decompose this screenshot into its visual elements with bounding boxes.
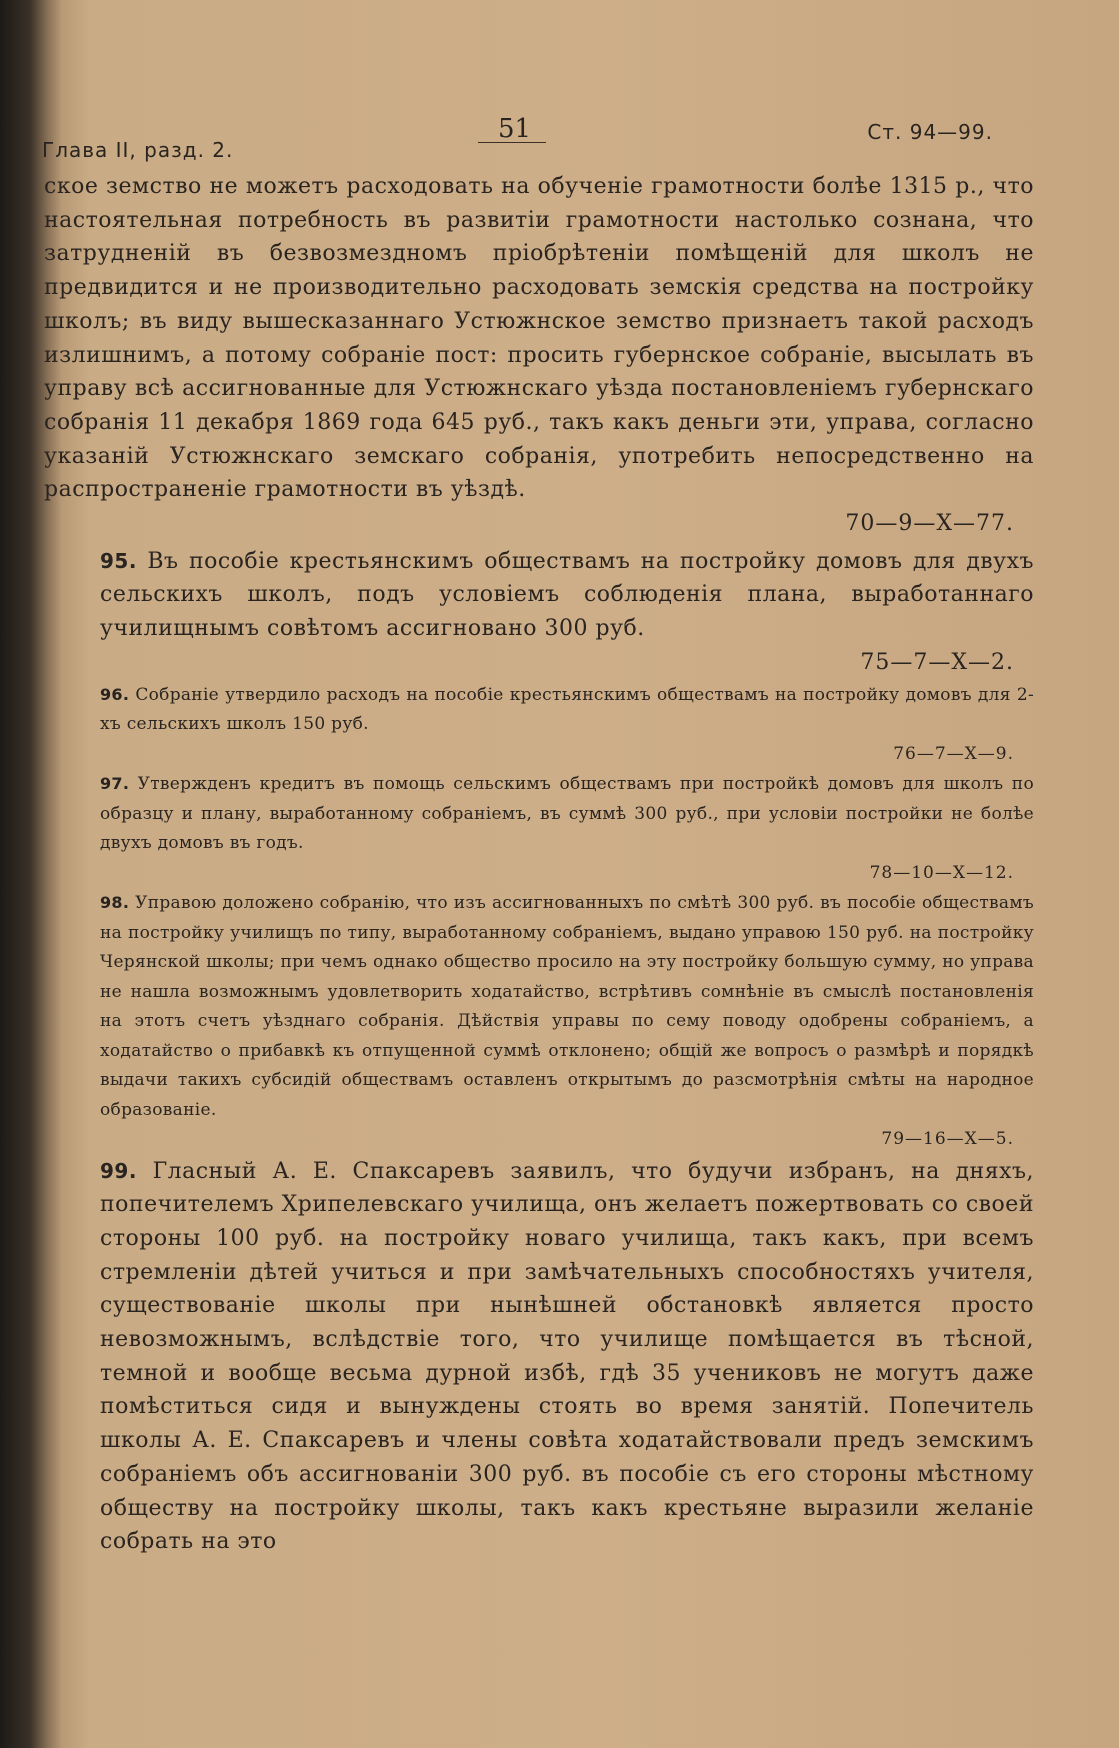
page-number: 51 bbox=[498, 114, 532, 144]
article-number: 96. bbox=[100, 684, 130, 704]
reference: 75—7—X—2. bbox=[860, 649, 1014, 675]
reference: 70—9—X—77. bbox=[845, 511, 1014, 537]
page-number-rule bbox=[478, 142, 546, 143]
article-number: 98. bbox=[100, 893, 130, 913]
article-number: 97. bbox=[100, 774, 130, 794]
continuation-text: ское земство не можетъ расходовать на обученіе грамотности болѣе 1315 р., что настоятельная потребность въ развитіи грамотности настолько сознана, что затрудненій въ безвозмездномъ пріобрѣтеніи помѣщеній для школъ не предвидится и не производительно расходовать земскія средства на постройку школъ; въ виду вышесказаннаго Устюжнское земство признаетъ такой расходъ излишнимъ, а потому собраніе пост: просить губернское собраніе, высылать въ управу всѣ ассигнованные для Устюжнскаго уѣзда постановленіемъ губернскаго собранія 11 декабря 1869 года 645 руб., такъ какъ деньги эти, управа, согласно указаній Устюжнскаго земскаго собранія, употребить непосредственно на распространеніе грамотности въ уѣздѣ. bbox=[44, 174, 1034, 503]
article-text: Въ пособіе крестьянскимъ обществамъ на постройку домовъ для двухъ сельскихъ школъ, подъ условіемъ соблюденія плана, выработаннаго училищнымъ совѣтомъ ассигновано 300 руб. bbox=[100, 548, 1034, 642]
article-text: Утвержденъ кредитъ въ помощь сельскимъ обществамъ при постройкѣ домовъ для школъ по образцу и плану, выработанному собраніемъ, въ суммѣ 300 руб., при условіи постройки не болѣе двухъ домовъ въ годъ. bbox=[100, 774, 1034, 854]
reference: 76—7—X—9. bbox=[893, 743, 1014, 764]
reference: 78—10—X—12. bbox=[869, 862, 1014, 883]
article-text: Собраніе утвердило расходъ на пособіе крестьянскимъ обществамъ на постройку домовъ для 2-хъ сельскихъ школъ 150 руб. bbox=[100, 684, 1034, 735]
article-96 bbox=[44, 680, 1034, 770]
reference: 79—16—X—5. bbox=[881, 1129, 1014, 1150]
chapter-label: Глава II, разд. 2. bbox=[42, 138, 234, 162]
article-text: Управою доложено собранію, что изъ ассигнованныхъ по смѣтѣ 300 руб. въ пособіе обществамъ на постройку училищъ по типу, выработанному собраніемъ, выдано управою 150 руб. на постройку Черянской школы; при чемъ однако общество просило на эту постройку большую сумму, но управа не нашла возможнымъ удовлетворить ходатайство, встрѣтивъ сомнѣніе въ смыслѣ постановленія на этотъ счетъ уѣзднаго собранія. Дѣйствія управы по сему поводу одобрены собраніемъ, а ходатайство о прибавкѣ къ отпущенной суммѣ отклонено; общій же вопросъ о размѣрѣ и порядкѣ выдачи такихъ субсидій обществамъ оставленъ открытымъ до разсмотрѣнія смѣты на народное образованіе. bbox=[100, 893, 1034, 1120]
articles-range: Ст. 94—99. bbox=[867, 120, 993, 144]
continuation-paragraph bbox=[44, 170, 1034, 541]
article-97 bbox=[44, 769, 1034, 888]
article-number: 95. bbox=[100, 548, 137, 573]
page-body bbox=[44, 170, 1034, 1640]
page-header bbox=[0, 112, 1119, 162]
article-number: 99. bbox=[100, 1158, 137, 1183]
article-98 bbox=[44, 888, 1034, 1155]
article-99 bbox=[44, 1155, 1034, 1559]
article-text: Гласный А. Е. Спаксаревъ заявилъ, что будучи избранъ, на дняхъ, попечителемъ Хрипелевскаго училища, онъ желаетъ пожертвовать со своей стороны 100 руб. на постройку новаго училища, такъ какъ, при всемъ стремленіи дѣтей учиться и при замѣчательныхъ способностяхъ учителя, существованіе школы при нынѣшней обстановкѣ является просто невозможнымъ, вслѣдствіе того, что училище помѣщается въ тѣсной, темной и вообще весьма дурной избѣ, гдѣ 35 учениковъ не могутъ даже помѣститься сидя и вынуждены стоять во время занятій. Попечитель школы А. Е. Спаксаревъ и члены совѣта ходатайствовали предъ земскимъ собраніемъ объ ассигнованіи 300 руб. въ пособіе съ его стороны мѣстному обществу на постройку школы, такъ какъ крестьяне выразили желаніе собрать на это bbox=[100, 1158, 1034, 1555]
article-95 bbox=[44, 545, 1034, 680]
